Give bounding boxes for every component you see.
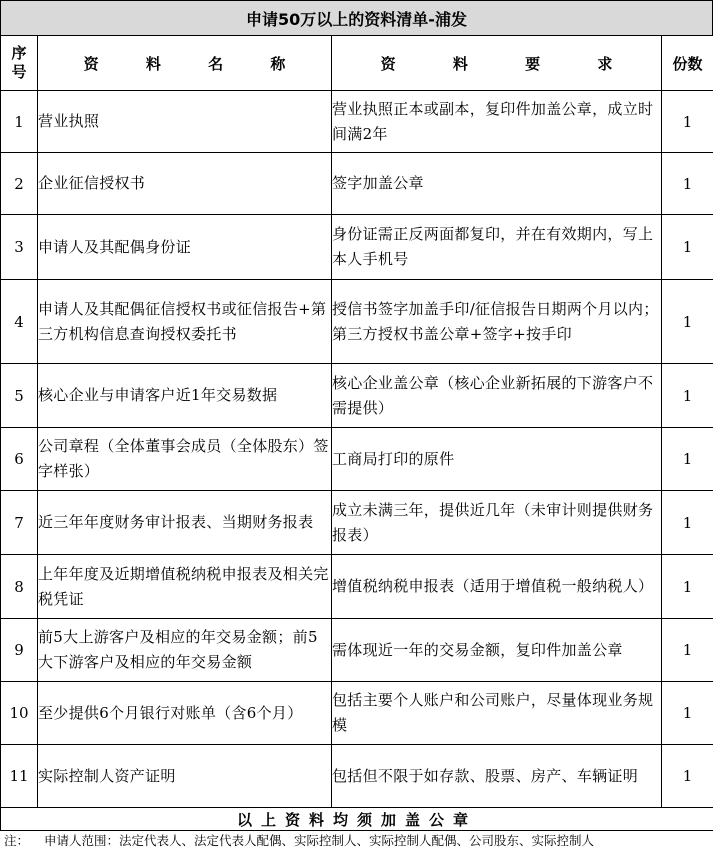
table-row <box>1 280 713 364</box>
material-requirement: 包括主要个人账户和公司账户，尽量体现业务规模 <box>332 682 662 745</box>
material-name: 前5大上游客户及相应的年交易金额；前5大下游客户及相应的年交易金额 <box>38 619 332 682</box>
material-name: 营业执照 <box>38 91 332 153</box>
header-name-char: 名 <box>208 54 224 73</box>
table-row <box>1 491 713 555</box>
material-name: 近三年年度财务审计报表、当期财务报表 <box>38 491 332 555</box>
header-seq-line-2: 号 <box>11 63 27 81</box>
material-requirement: 核心企业盖公章（核心企业新拓展的下游客户不需提供） <box>332 364 662 428</box>
header-name-char: 料 <box>145 54 161 73</box>
material-name: 申请人及其配偶征信授权书或征信报告+第三方机构信息查询授权委托书 <box>38 280 332 364</box>
header-seq <box>1 36 38 91</box>
table-row <box>1 91 713 153</box>
row-number: 9 <box>1 619 38 682</box>
material-name: 核心企业与申请客户近1年交易数据 <box>38 364 332 428</box>
header-req-char: 料 <box>452 54 468 73</box>
row-number: 2 <box>1 153 38 215</box>
material-requirement: 授信书签字加盖手印/征信报告日期两个月以内；第三方授权书盖公章+签字+按手印 <box>332 280 662 364</box>
material-name: 至少提供6个月银行对账单（含6个月） <box>38 682 332 745</box>
material-requirement: 身份证需正反两面都复印，并在有效期内，写上本人手机号 <box>332 215 662 280</box>
table-row <box>1 364 713 428</box>
row-number: 1 <box>1 91 38 153</box>
header-name <box>38 36 332 91</box>
material-requirement: 签字加盖公章 <box>332 153 662 215</box>
header-seq-line-1: 序 <box>11 44 27 62</box>
material-name: 企业征信授权书 <box>38 153 332 215</box>
copy-count: 1 <box>662 428 713 491</box>
row-number: 6 <box>1 428 38 491</box>
table-row <box>1 153 713 215</box>
copy-count: 1 <box>662 91 713 153</box>
materials-table <box>0 35 713 831</box>
table-row <box>1 745 713 808</box>
header-requirement <box>332 36 662 91</box>
header-req-char: 要 <box>525 54 541 73</box>
copy-count: 1 <box>662 491 713 555</box>
material-requirement: 成立未满三年，提供近几年（未审计则提供财务报表） <box>332 491 662 555</box>
header-name-char: 称 <box>270 54 286 73</box>
material-requirement: 包括但不限于如存款、股票、房产、车辆证明 <box>332 745 662 808</box>
stamp-requirement-footer: 以上资料均须加盖公章 <box>1 808 713 831</box>
applicant-scope-note <box>0 828 713 851</box>
note-text: 申请人范围：法定代表人、法定代表人配偶、实际控制人、实际控制人配偶、公司股东、实际控制人 <box>44 832 595 848</box>
material-name: 实际控制人资产证明 <box>38 745 332 808</box>
header-req-char: 资 <box>380 54 396 73</box>
row-number: 7 <box>1 491 38 555</box>
header-name-char: 资 <box>83 54 99 73</box>
note-label: 注： <box>4 832 30 848</box>
copy-count: 1 <box>662 682 713 745</box>
table-row <box>1 555 713 619</box>
row-number: 5 <box>1 364 38 428</box>
copy-count: 1 <box>662 215 713 280</box>
copy-count: 1 <box>662 364 713 428</box>
header-req-char: 求 <box>597 54 613 73</box>
table-header-row <box>1 36 713 91</box>
material-requirement: 工商局打印的原件 <box>332 428 662 491</box>
material-requirement: 增值税纳税申报表（适用于增值税一般纳税人） <box>332 555 662 619</box>
copy-count: 1 <box>662 280 713 364</box>
material-name: 申请人及其配偶身份证 <box>38 215 332 280</box>
material-name: 上年年度及近期增值税纳税申报表及相关完税凭证 <box>38 555 332 619</box>
table-row <box>1 428 713 491</box>
copy-count: 1 <box>662 745 713 808</box>
material-name: 公司章程（全体董事会成员（全体股东）签字样张） <box>38 428 332 491</box>
material-requirement: 需体现近一年的交易金额，复印件加盖公章 <box>332 619 662 682</box>
header-count: 份数 <box>662 36 713 91</box>
row-number: 10 <box>1 682 38 745</box>
material-requirement: 营业执照正本或副本，复印件加盖公章，成立时间满2年 <box>332 91 662 153</box>
document-title: 申请50万以上的资料清单-浦发 <box>0 0 713 36</box>
row-number: 8 <box>1 555 38 619</box>
copy-count: 1 <box>662 619 713 682</box>
copy-count: 1 <box>662 153 713 215</box>
copy-count: 1 <box>662 555 713 619</box>
table-row <box>1 682 713 745</box>
row-number: 4 <box>1 280 38 364</box>
row-number: 3 <box>1 215 38 280</box>
row-number: 11 <box>1 745 38 808</box>
table-row <box>1 619 713 682</box>
table-row <box>1 215 713 280</box>
